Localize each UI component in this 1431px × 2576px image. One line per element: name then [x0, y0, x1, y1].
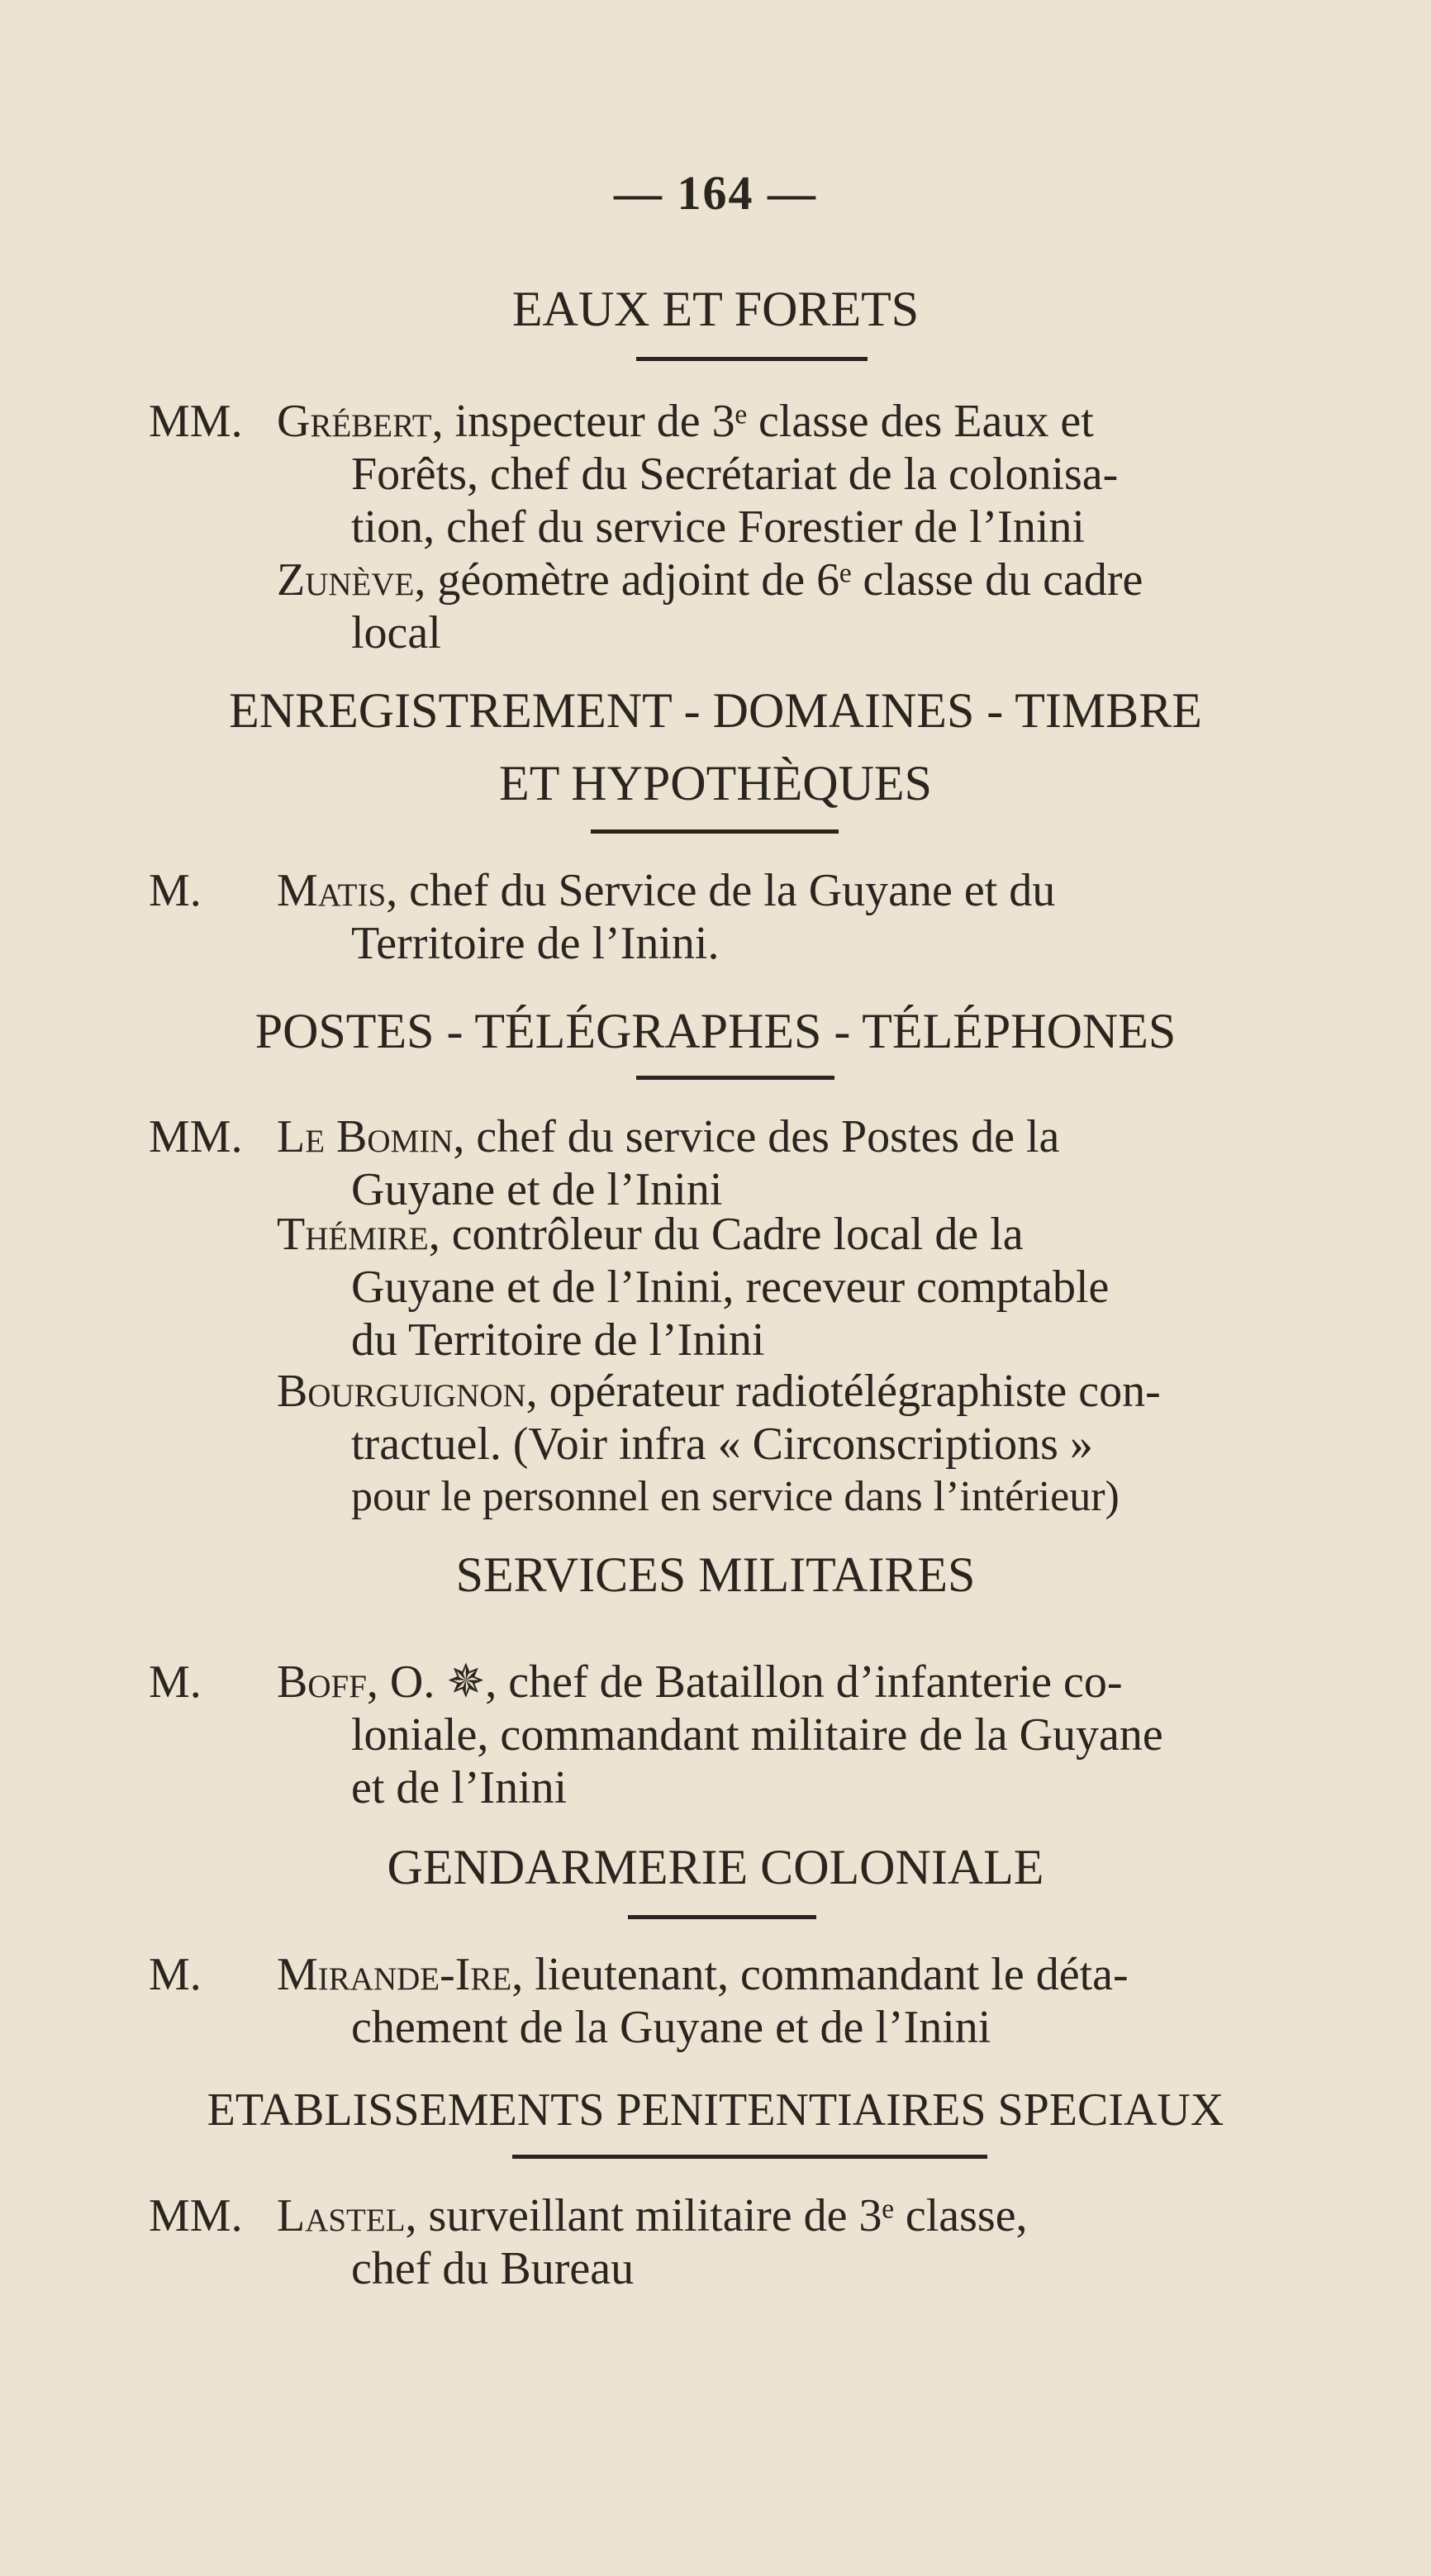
- entry-text: , inspecteur de 3ᵉ classe des Eaux et: [431, 396, 1094, 447]
- entry-text: , géomètre adjoint de 6ᵉ classe du cadre: [414, 554, 1143, 606]
- entry-text: , opérateur radiotélégraphiste con-: [525, 1366, 1161, 1417]
- entry-themire: [277, 1208, 1367, 1366]
- entry-lastel: [149, 2189, 1355, 2295]
- entry-name: Zunève: [277, 554, 415, 606]
- entry-text: Guyane et de l’Inini: [351, 1164, 723, 1215]
- entry-text: local: [351, 607, 441, 658]
- entry-text: , chef du service des Postes de la: [453, 1111, 1060, 1162]
- entry-boff: [149, 1656, 1355, 1814]
- entry-text: loniale, commandant militaire de la Guyane: [351, 1709, 1163, 1761]
- entry-name: Matis: [277, 865, 387, 916]
- section-divider: [636, 357, 868, 361]
- entry-grebert: [149, 395, 1355, 554]
- section-divider: [636, 1076, 834, 1080]
- entry-label: M.: [149, 865, 202, 916]
- section-heading-services-militaires: SERVICES MILITAIRES: [455, 1547, 976, 1602]
- entry-text: Forêts, chef du Secrétariat de la colonisa-: [351, 449, 1119, 500]
- entry-name: Le Bomin: [277, 1111, 454, 1162]
- entry-name: Mirande-Ire: [277, 1949, 512, 2000]
- entry-label: MM.: [149, 396, 243, 447]
- entry-text: , contrôleur du Cadre local de la: [428, 1209, 1024, 1260]
- entry-text: pour le personnel en service dans l’intérieur): [351, 1473, 1120, 1520]
- section-divider: [512, 2155, 987, 2159]
- entry-name: Bourguignon: [277, 1366, 526, 1417]
- entry-name: Thémire: [277, 1209, 429, 1260]
- section-divider: [591, 829, 839, 834]
- section-heading-eaux-forets: EAUX ET FORETS: [511, 282, 920, 336]
- entry-text: du Territoire de l’Inini: [351, 1314, 765, 1366]
- entry-text: , surveillant militaire de 3ᵉ classe,: [405, 2190, 1028, 2241]
- entry-name: Boff: [277, 1656, 367, 1708]
- entry-label: MM.: [149, 2190, 243, 2241]
- entry-text: , O. ✵, chef de Bataillon d’infanterie co-: [366, 1656, 1123, 1708]
- entry-text: tion, chef du service Forestier de l’Inini: [351, 501, 1085, 553]
- page-number: — 164 —: [614, 166, 817, 220]
- entry-zuneve: [277, 554, 1367, 659]
- entry-text: , lieutenant, commandant le déta-: [511, 1949, 1129, 2000]
- entry-label: M.: [149, 1949, 202, 2000]
- entry-mirande-ire: [149, 1948, 1355, 2054]
- section-heading-enregistrement: ENREGISTREMENT - DOMAINES - TIMBRE: [229, 683, 1202, 738]
- entry-text: , chef du Service de la Guyane et du: [386, 865, 1056, 916]
- section-heading-etablissements: ETABLISSEMENTS PENITENTIAIRES SPECIAUX: [207, 2084, 1224, 2136]
- entry-text: tractuel. (Voir infra « Circonscriptions »: [351, 1419, 1093, 1470]
- section-divider: [628, 1915, 816, 1919]
- entry-le-bomin: [149, 1110, 1355, 1216]
- entry-bourguignon: [277, 1365, 1367, 1523]
- entry-text: Territoire de l’Inini.: [351, 918, 720, 969]
- entry-text: chef du Bureau: [351, 2243, 635, 2294]
- section-heading-gendarmerie: GENDARMERIE COLONIALE: [387, 1840, 1044, 1894]
- entry-text: Guyane et de l’Inini, receveur comptable: [351, 1262, 1110, 1313]
- entry-text: et de l’Inini: [351, 1762, 568, 1813]
- entry-label: M.: [149, 1656, 202, 1708]
- section-heading-postes: POSTES - TÉLÉGRAPHES - TÉLÉPHONES: [254, 1004, 1177, 1058]
- section-heading-hypotheques: ET HYPOTHÈQUES: [499, 756, 932, 810]
- entry-name: Grébert: [277, 396, 432, 447]
- entry-label: MM.: [149, 1111, 243, 1162]
- entry-matis: [149, 864, 1355, 970]
- entry-text: chement de la Guyane et de l’Inini: [351, 2002, 991, 2053]
- entry-name: Lastel: [277, 2190, 406, 2241]
